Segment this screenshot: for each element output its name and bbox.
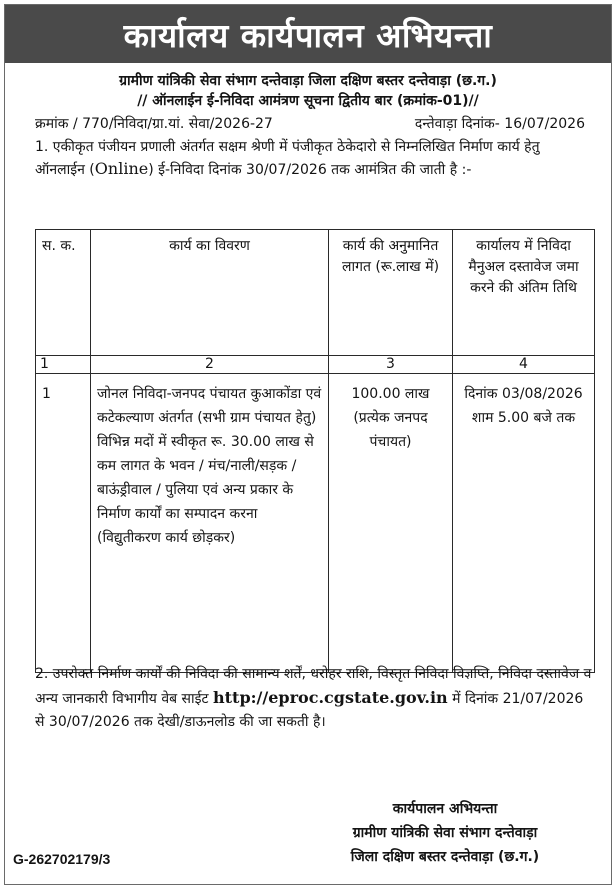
column-number-4: 4	[453, 356, 595, 374]
advertisement-code: G-262702179/3	[13, 851, 111, 867]
reference-line	[5, 114, 611, 134]
row-cost: 100.00 लाख (प्रत्येक जनपद पंचायत)	[329, 374, 453, 673]
row-serial: 1	[36, 374, 91, 673]
header-cost: कार्य की अनुमानित लागत (रू.लाख में)	[329, 230, 453, 356]
reference-number: क्रमांक / 770/निविदा/ग्रा.यां. सेवा/2026-27	[35, 116, 273, 132]
table-row	[36, 374, 595, 673]
header-serial: स. क.	[36, 230, 91, 356]
signatory-office: ग्रामीण यांत्रिकी सेवा संभाग दन्तेवाड़ा	[352, 825, 538, 841]
paragraph-2-end: में दिनांक 21/07/2026 से 30/07/2026 तक देखी/डाऊनलोड की जा सकती है।	[35, 691, 584, 730]
column-number-3: 3	[329, 356, 453, 374]
signatory-district: जिला दक्षिण बस्तर दन्तेवाड़ा (छ.ग.)	[350, 849, 540, 865]
paragraph-1-start: 1. एकीकृत पंजीयन प्रणाली अंतर्गत सक्षम श्रेणी में पंजीकृत ठेकेदारो से निम्नलिखित निर्माण कार्य हेतु ऑनलाईन (	[35, 139, 540, 178]
online-word: Online	[94, 159, 149, 178]
notice-heading: // ऑनलाईन ई-निविदा आमंत्रण सूचना द्वितीय बार (क्रमांक-01)//	[137, 93, 479, 109]
signature-block	[295, 797, 595, 869]
tender-notice	[4, 4, 612, 885]
office-title-banner	[5, 5, 611, 63]
header-last-date: कार्यालय में निविदा मैनुअल दस्तावेज जमा करने की अंतिम तिथि	[453, 230, 595, 356]
division-heading: ग्रामीण यांत्रिकी सेवा संभाग दन्तेवाड़ा जिला दक्षिण बस्तर दन्तेवाड़ा (छ.ग.)	[119, 73, 497, 89]
header-description: कार्य का विवरण	[91, 230, 329, 356]
signatory-designation: कार्यपालन अभियन्ता	[392, 801, 498, 817]
paragraph-1-end: ) ई-निविदा दिनांक 30/07/2026 तक आमंत्रित की जाती है :-	[148, 162, 472, 178]
column-number-1: 1	[36, 356, 91, 374]
reference-date: दन्तेवाड़ा दिनांक- 16/07/2026	[414, 116, 585, 132]
column-number-2: 2	[91, 356, 329, 374]
row-last-date: दिनांक 03/08/2026 शाम 5.00 बजे तक	[453, 374, 595, 673]
paragraph-2-start: 2. उपरोक्त निर्माण कार्यों की निविदा की सामान्य शर्तें, धरोहर राशि, विस्तृत निविदा विज्ञप्ति, निविदा दस्तावेज व अन्य जानकारी विभागीय वेब साईट	[35, 666, 592, 707]
tender-table	[35, 229, 595, 673]
table-header-row	[36, 230, 595, 356]
paragraph-1	[5, 137, 611, 181]
office-title: कार्यालय कार्यपालन अभियन्ता	[123, 15, 493, 55]
eproc-url-link[interactable]: http://eproc.cgstate.gov.in	[213, 688, 448, 707]
table-number-row	[36, 356, 595, 374]
row-description: जोनल निविदा-जनपद पंचायत कुआकोंडा एवं कटेकल्याण अंतर्गत (सभी ग्राम पंचायत हेतु) विभिन्न मदों में स्वीकृत रू. 30.00 लाख से कम लागत के भवन / मंच/नाली/सड़क / बाऊंड्रीवाल / पुलिया एवं अन्य प्रकार के निर्माण कार्यों का सम्पादन करना (विद्युतीकरण कार्य छोड़कर)	[91, 374, 329, 673]
paragraph-2	[35, 663, 595, 734]
